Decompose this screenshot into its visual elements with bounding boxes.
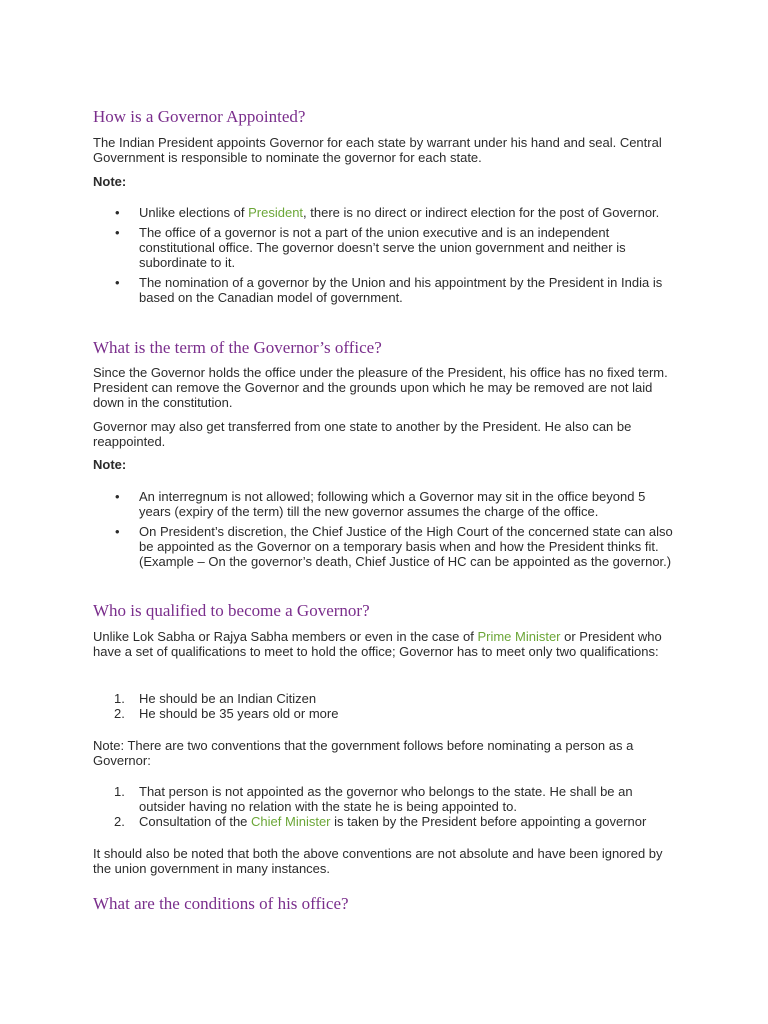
qualification-intro: Unlike Lok Sabha or Rajya Sabha members or even in the case of Prime Minister or President who have a set of qualifications to meet to hold the office; Governor has to meet only two qualifications:: [93, 629, 662, 659]
qualifications-list: [93, 691, 338, 721]
appointment-notes-list: [93, 205, 678, 305]
section-heading-term: What is the term of the Governor’s office?: [93, 338, 382, 357]
conventions-closing: It should also be noted that both the above conventions are not absolute and have been ignored by the union government in many instances.: [93, 846, 663, 876]
transfer-paragraph: Governor may also get transferred from one state to another by the President. He also can be reappointed.: [93, 419, 632, 449]
conventions-intro: Note: There are two conventions that the government follows before nominating a person as a Governor:: [93, 738, 634, 768]
list-item: 2. He should be 35 years old or more: [114, 706, 339, 721]
conventions-list: [93, 784, 678, 829]
bullet-icon: •: [115, 275, 120, 290]
list-item: • The nomination of a governor by the Union and his appointment by the President in India is based on the Canadian model of government.: [115, 275, 663, 305]
section-heading-qualification: Who is qualified to become a Governor?: [93, 601, 370, 620]
bullet-icon: •: [115, 489, 120, 504]
list-item: • On President’s discretion, the Chief Justice of the High Court of the concerned state can also be appointed as the Governor on a temporary basis when and how the President thinks fit. (Example – On the governor’s death, Chief Justice of HC can be appointed as the governor.): [115, 524, 673, 569]
list-item: • Unlike elections of President, there is no direct or indirect election for the post of Governor.: [115, 205, 660, 220]
term-paragraph: Since the Governor holds the office under the pleasure of the President, his office has no fixed term. President can remove the Governor and the grounds upon which he may be removed are not laid down in the constitution.: [93, 365, 668, 410]
bullet-icon: •: [115, 205, 120, 220]
note-label: Note:: [93, 174, 127, 189]
term-notes-list: [93, 489, 678, 569]
list-item: • An interregnum is not allowed; following which a Governor may sit in the office beyond 5 years (expiry of the term) till the new governor assumes the charge of the office.: [115, 489, 646, 519]
bullet-icon: •: [115, 524, 120, 539]
list-item: 1. He should be an Indian Citizen: [114, 691, 317, 706]
chief-minister-link[interactable]: Chief Minister: [251, 814, 331, 829]
list-item: 2. Consultation of the Chief Minister is taken by the President before appointing a governor: [114, 814, 647, 829]
list-item: 1. That person is not appointed as the governor who belongs to the state. He shall be an outsider having no relation with the state he is being appointed to.: [114, 784, 633, 814]
note-label: Note:: [93, 457, 127, 472]
appointment-paragraph: The Indian President appoints Governor for each state by warrant under his hand and seal. Central Government is responsible to nominate the governor for each state.: [93, 135, 662, 165]
president-link[interactable]: President: [248, 205, 304, 220]
section-heading-appointment: How is a Governor Appointed?: [93, 107, 306, 126]
section-heading-conditions: What are the conditions of his office?: [93, 894, 349, 913]
prime-minister-link[interactable]: Prime Minister: [477, 629, 561, 644]
bullet-icon: •: [115, 225, 120, 240]
list-item: • The office of a governor is not a part of the union executive and is an independent constitutional office. The governor doesn’t serve the union government and neither is subordinate to it.: [115, 225, 626, 270]
